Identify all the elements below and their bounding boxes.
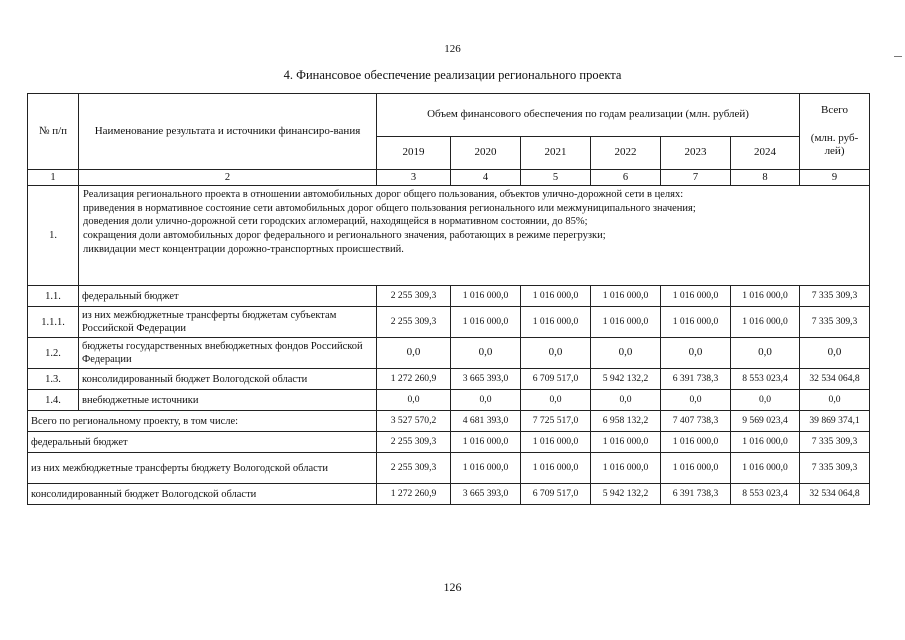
row-value: 1 016 000,0 xyxy=(661,307,731,338)
section-title: 4. Финансовое обеспечение реализации регионального проекта xyxy=(283,68,622,82)
row-value: 1 016 000,0 xyxy=(731,307,800,338)
header-total-line2: (млн. руб-лей) xyxy=(810,131,859,158)
summary-value: 1 016 000,0 xyxy=(661,453,731,484)
column-index: 1 xyxy=(28,170,79,186)
column-index: 2 xyxy=(79,170,377,186)
summary-value: 1 016 000,0 xyxy=(521,432,591,453)
summary-value: 7 725 517,0 xyxy=(521,411,591,432)
summary-name: консолидированный бюджет Вологодской области xyxy=(28,484,377,505)
row-value: 0,0 xyxy=(521,338,591,369)
row-total: 32 534 064,8 xyxy=(800,369,870,390)
row-value: 0,0 xyxy=(661,338,731,369)
column-index: 7 xyxy=(661,170,731,186)
summary-row xyxy=(28,484,870,505)
row-total: 0,0 xyxy=(800,338,870,369)
header-year: 2020 xyxy=(451,137,521,170)
row-value: 2 255 309,3 xyxy=(377,307,451,338)
summary-value: 1 016 000,0 xyxy=(591,432,661,453)
row-value: 1 016 000,0 xyxy=(521,286,591,307)
row-value: 0,0 xyxy=(451,390,521,411)
row-name: внебюджетные источники xyxy=(79,390,377,411)
summary-value: 1 016 000,0 xyxy=(451,453,521,484)
row-value: 0,0 xyxy=(591,338,661,369)
summary-row xyxy=(28,453,870,484)
column-index: 6 xyxy=(591,170,661,186)
summary-total: 7 335 309,3 xyxy=(800,453,870,484)
header-year: 2024 xyxy=(731,137,800,170)
summary-row xyxy=(28,411,870,432)
row-value: 0,0 xyxy=(451,338,521,369)
header-year: 2022 xyxy=(591,137,661,170)
section-line: Реализация регионального проекта в отношении автомобильных дорог общего пользования, объектов улично-дорожной сети в целях: xyxy=(83,189,684,201)
summary-value: 2 255 309,3 xyxy=(377,432,451,453)
summary-value: 1 016 000,0 xyxy=(731,453,800,484)
row-name: консолидированный бюджет Вологодской области xyxy=(79,369,377,390)
row-value: 0,0 xyxy=(377,338,451,369)
row-total: 7 335 309,3 xyxy=(800,307,870,338)
column-index: 4 xyxy=(451,170,521,186)
summary-value: 6 391 738,3 xyxy=(661,484,731,505)
table-row xyxy=(28,286,870,307)
header-year: 2023 xyxy=(661,137,731,170)
summary-total: 7 335 309,3 xyxy=(800,432,870,453)
summary-value: 6 958 132,2 xyxy=(591,411,661,432)
header-year: 2019 xyxy=(377,137,451,170)
summary-value: 1 272 260,9 xyxy=(377,484,451,505)
margin-mark xyxy=(894,56,902,57)
summary-value: 1 016 000,0 xyxy=(661,432,731,453)
summary-value: 4 681 393,0 xyxy=(451,411,521,432)
summary-value: 5 942 132,2 xyxy=(591,484,661,505)
row-value: 1 016 000,0 xyxy=(591,286,661,307)
summary-total: 39 869 374,1 xyxy=(800,411,870,432)
summary-value: 1 016 000,0 xyxy=(521,453,591,484)
summary-value: 1 016 000,0 xyxy=(591,453,661,484)
row-name: федеральный бюджет xyxy=(79,286,377,307)
column-index: 9 xyxy=(800,170,870,186)
section-line: сокращения доли автомобильных дорог федерального и регионального значения, работающих в режиме перегрузки; xyxy=(83,230,606,242)
row-value: 1 016 000,0 xyxy=(661,286,731,307)
row-name: из них межбюджетные трансферты бюджетам субъектам Российской Федерации xyxy=(79,307,377,338)
row-total: 7 335 309,3 xyxy=(800,286,870,307)
summary-value: 1 016 000,0 xyxy=(451,432,521,453)
row-value: 1 272 260,9 xyxy=(377,369,451,390)
header-total xyxy=(800,94,870,170)
header-year: 2021 xyxy=(521,137,591,170)
row-value: 0,0 xyxy=(661,390,731,411)
row-value: 0,0 xyxy=(731,390,800,411)
row-value: 6 709 517,0 xyxy=(521,369,591,390)
row-value: 0,0 xyxy=(521,390,591,411)
summary-value: 2 255 309,3 xyxy=(377,453,451,484)
summary-value: 8 553 023,4 xyxy=(731,484,800,505)
row-value: 1 016 000,0 xyxy=(731,286,800,307)
summary-row xyxy=(28,432,870,453)
section-line: доведения доли улично-дорожной сети городских агломераций, находящейся в нормативном состоянии, до 85%; xyxy=(83,216,588,228)
table-row xyxy=(28,307,870,338)
row-value: 6 391 738,3 xyxy=(661,369,731,390)
section-num: 1. xyxy=(28,186,79,286)
row-value: 5 942 132,2 xyxy=(591,369,661,390)
row-value: 1 016 000,0 xyxy=(521,307,591,338)
page-number-top: 126 xyxy=(444,43,461,55)
summary-total: 32 534 064,8 xyxy=(800,484,870,505)
column-index: 3 xyxy=(377,170,451,186)
header-total-line1: Всего xyxy=(821,103,849,116)
summary-value: 7 407 738,3 xyxy=(661,411,731,432)
header-num: № п/п xyxy=(28,94,79,170)
row-value: 0,0 xyxy=(591,390,661,411)
summary-name: Всего по региональному проекту, в том числе: xyxy=(28,411,377,432)
row-num: 1.3. xyxy=(28,369,79,390)
row-value: 1 016 000,0 xyxy=(451,307,521,338)
row-value: 1 016 000,0 xyxy=(591,307,661,338)
row-value: 8 553 023,4 xyxy=(731,369,800,390)
summary-value: 9 569 023,4 xyxy=(731,411,800,432)
section-line: ликвидации мест концентрации дорожно-транспортных происшествий. xyxy=(83,243,404,255)
table-row xyxy=(28,338,870,369)
column-index: 5 xyxy=(521,170,591,186)
summary-value: 6 709 517,0 xyxy=(521,484,591,505)
row-num: 1.4. xyxy=(28,390,79,411)
section-line: приведения в нормативное состояние сети автомобильных дорог общего пользования регионального или межмуниципального значения; xyxy=(83,202,696,214)
row-value: 3 665 393,0 xyxy=(451,369,521,390)
row-value: 0,0 xyxy=(377,390,451,411)
summary-value: 1 016 000,0 xyxy=(731,432,800,453)
row-num: 1.1. xyxy=(28,286,79,307)
row-name: бюджеты государственных внебюджетных фондов Российской Федерации xyxy=(79,338,377,369)
financing-table xyxy=(27,93,870,505)
summary-value: 3 527 570,2 xyxy=(377,411,451,432)
header-name: Наименование результата и источники финансиро-вания xyxy=(79,94,377,170)
section-description xyxy=(79,186,870,286)
table-row xyxy=(28,369,870,390)
row-num: 1.1.1. xyxy=(28,307,79,338)
header-volume: Объем финансового обеспечения по годам реализации (млн. рублей) xyxy=(377,94,800,137)
summary-value: 3 665 393,0 xyxy=(451,484,521,505)
summary-name: федеральный бюджет xyxy=(28,432,377,453)
page-number-bottom: 126 xyxy=(443,580,462,594)
row-num: 1.2. xyxy=(28,338,79,369)
row-value: 1 016 000,0 xyxy=(451,286,521,307)
table-row xyxy=(28,390,870,411)
summary-name: из них межбюджетные трансферты бюджету Вологодской области xyxy=(28,453,377,484)
column-index: 8 xyxy=(731,170,800,186)
row-total: 0,0 xyxy=(800,390,870,411)
row-value: 0,0 xyxy=(731,338,800,369)
row-value: 2 255 309,3 xyxy=(377,286,451,307)
